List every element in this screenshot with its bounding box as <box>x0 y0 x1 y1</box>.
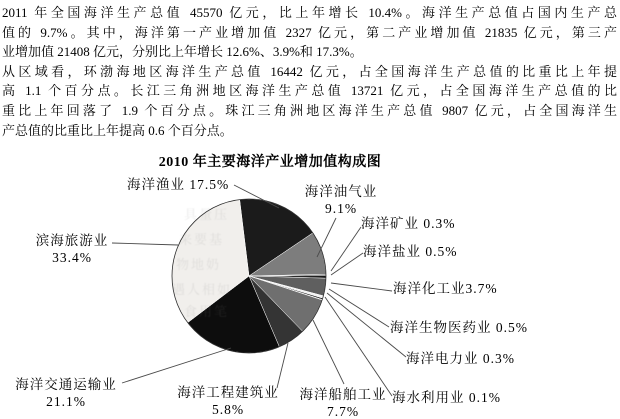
leader-line-seawater <box>325 297 392 396</box>
slice-label-shipbuilding <box>296 386 390 419</box>
slice-label-pct: 33.4% <box>52 250 92 265</box>
slice-label-name: 海洋油气业 <box>304 184 378 199</box>
bleedthrough-artifact: 物地奶 <box>176 257 222 272</box>
chart-title: 2010 年主要海洋产业增加值构成图 <box>158 155 382 170</box>
slice-label-oil-gas <box>294 183 388 217</box>
slice-label-salt: 海洋盐业 0.5% <box>363 244 458 259</box>
slice-label-transport <box>8 376 124 410</box>
slice-label-pct: 21.1% <box>46 394 86 409</box>
slice-label-mining: 海洋矿业 0.3% <box>361 216 456 231</box>
body-line: 重比上年回落了 1.9 个百分点。珠江三角洲地区海洋生产总值 9807 亿元，占全国海洋生 <box>2 102 617 118</box>
slice-label-pct: 5.8% <box>211 402 245 417</box>
slice-label-name: 海洋工程建筑业 <box>177 385 279 400</box>
leader-line-tourism <box>112 243 178 245</box>
slice-label-name: 海洋船舶工业 <box>299 387 387 402</box>
leader-line-transport <box>122 348 231 383</box>
slice-label-power: 海洋电力业 0.3% <box>406 351 515 366</box>
slice-label-name: 滨海旅游业 <box>35 233 109 248</box>
slice-label-bio-pharma: 海洋生物医药业 0.5% <box>390 320 528 335</box>
leader-line-bio-pharma <box>329 289 389 327</box>
body-line: 业增加值 21408 亿元，分别比上年增长 12.6%、3.9%和 17.3%。 <box>2 44 363 60</box>
body-line: 2011 年全国海洋生产总值 45570 亿元，比上年增长 10.4%。海洋生产总值占国内生产总 <box>2 5 617 20</box>
leader-line-engineering <box>277 343 288 388</box>
slice-label-engineering <box>172 384 284 418</box>
body-line: 产总值的比重比上年提高 0.6 个百分点。 <box>2 122 233 138</box>
slice-label-chemical: 海洋化工业3.7% <box>393 281 498 296</box>
body-line: 值的 9.7%。其中，海洋第一产业增加值 2327 亿元，第二产业增加值 21835 亿元，第三产 <box>2 24 617 40</box>
slice-label-fishery: 海洋渔业 17.5% <box>127 177 230 192</box>
bleedthrough-artifact: 遇人相如 <box>172 282 233 297</box>
leader-line-shipbuilding <box>313 320 344 384</box>
body-line: 从区域看，环渤海地区海洋生产总值 16442 亿元，占全国海洋生产总值的比重比上年提 <box>2 63 617 79</box>
leader-line-chemical <box>331 283 392 291</box>
bleedthrough-artifact: 来要基 <box>179 232 225 247</box>
leader-line-oil-gas <box>317 218 336 257</box>
slice-label-tourism <box>28 232 116 266</box>
bleedthrough-artifact: 具量压 <box>184 207 230 222</box>
slice-label-seawater: 海水利用业 0.1% <box>392 390 501 405</box>
slice-label-pct: 7.7% <box>326 404 360 419</box>
slice-label-pct: 9.1% <box>324 201 358 216</box>
slice-label-name: 海洋交通运输业 <box>15 377 117 392</box>
bleedthrough-artifact: 食用笔 <box>184 304 230 319</box>
body-line: 高 1.1 个百分点。长江三角洲地区海洋生产总值 13721 亿元，占全国海洋生产总值的比 <box>2 83 617 99</box>
